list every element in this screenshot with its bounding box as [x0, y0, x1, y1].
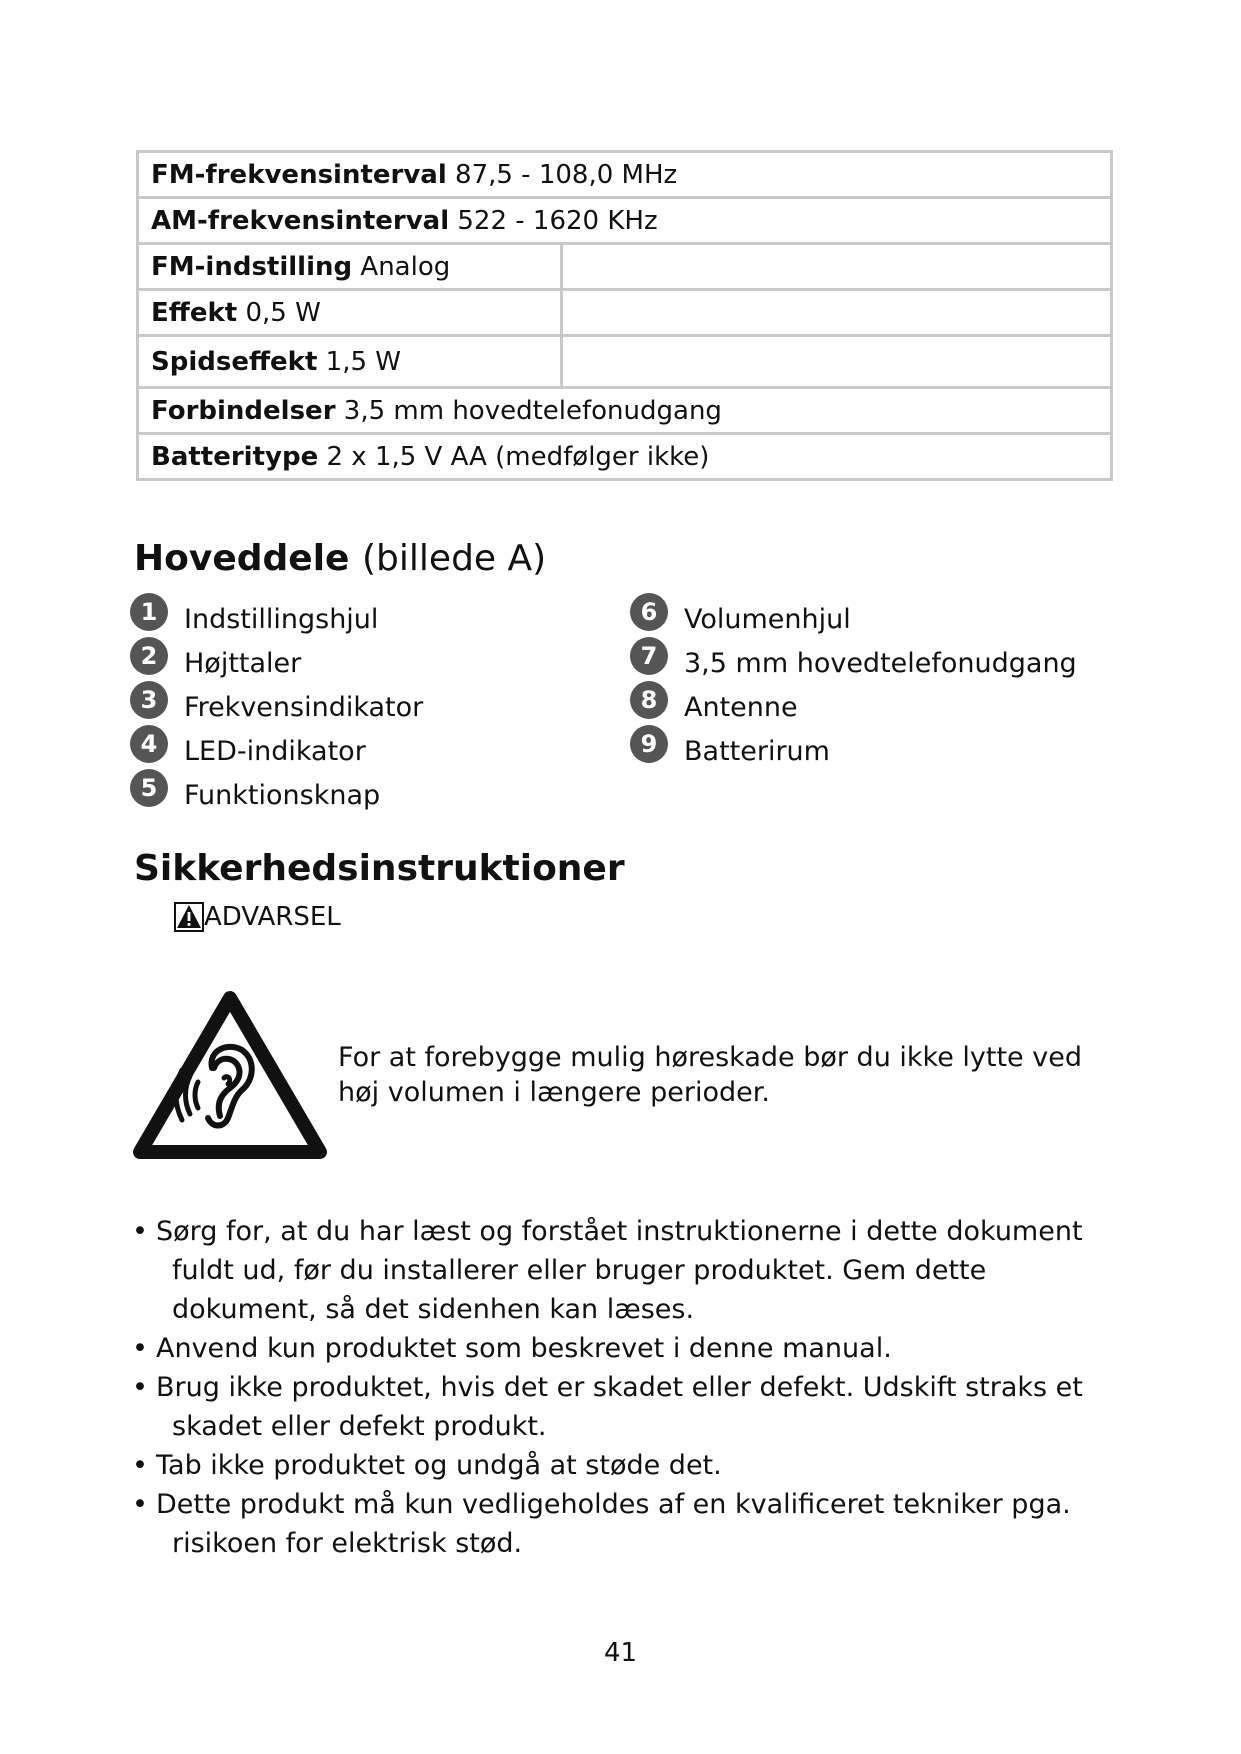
specifications-table [136, 150, 1113, 481]
part-label: Volumenhjul [684, 603, 851, 635]
spec-value: 0,5 W [245, 297, 321, 328]
spec-cell [138, 290, 562, 336]
bullet-text: Brug ikke produktet, hvis det er skadet eller defekt. Udskift straks et skadet eller defekt produkt. [156, 1372, 1083, 1442]
list-item [630, 729, 1077, 773]
number-badge: 5 [130, 769, 168, 807]
part-label: Funktionsknap [184, 779, 381, 811]
spec-value: Analog [360, 251, 451, 282]
safety-heading: Sikkerhedsinstruktioner [134, 848, 625, 889]
warning-label [174, 902, 341, 932]
list-item [130, 597, 423, 641]
table-row [138, 388, 1112, 434]
list-item [132, 1329, 1112, 1368]
spec-cell [138, 152, 1112, 198]
number-badge: 1 [130, 593, 168, 631]
part-label: LED-indikator [184, 735, 366, 767]
table-row [138, 434, 1112, 480]
list-item [630, 685, 1077, 729]
part-label: Antenne [684, 691, 798, 723]
page-number: 41 [603, 1638, 638, 1668]
warning-triangle-icon [174, 902, 204, 932]
part-label: Frekvensindikator [184, 691, 424, 723]
table-row [138, 152, 1112, 198]
empty-cell [561, 244, 1111, 290]
part-label: 3,5 mm hovedtelefonudgang [684, 647, 1077, 679]
number-badge: 6 [630, 593, 668, 631]
part-label: Indstillingshjul [184, 603, 379, 635]
main-parts-subtitle: (billede A) [362, 538, 547, 579]
spec-cell [138, 244, 562, 290]
list-item [132, 1368, 1112, 1446]
spec-label: FM-frekvensinterval [151, 159, 447, 190]
list-item [630, 597, 1077, 641]
number-badge: 8 [630, 681, 668, 719]
empty-cell [561, 290, 1111, 336]
bullet-icon: • [132, 1372, 148, 1403]
bullet-text: Tab ikke produktet og undgå at støde det. [156, 1450, 722, 1481]
spec-cell [138, 198, 1112, 244]
bullet-text: Dette produkt må kun vedligeholdes af en kvalificeret tekniker pga. risikoen for elektrisk stød. [156, 1489, 1071, 1559]
spec-label: Forbindelser [151, 395, 336, 426]
list-item [132, 1446, 1112, 1485]
list-item [130, 729, 423, 773]
safety-bullet-list [132, 1212, 1112, 1563]
table-row [138, 198, 1112, 244]
bullet-text: Sørg for, at du har læst og forstået instruktionerne i dette dokument fuldt ud, før du installerer eller bruger produktet. Gem dette dokument, så det sidenhen kan læses. [156, 1216, 1083, 1325]
empty-cell [561, 336, 1111, 388]
table-row [138, 244, 1112, 290]
warning-label-text: ADVARSEL [204, 902, 341, 932]
parts-list-right [630, 597, 1077, 773]
spec-cell [138, 336, 562, 388]
hearing-damage-warning-icon [132, 990, 328, 1162]
number-badge: 7 [630, 637, 668, 675]
main-parts-heading [134, 538, 546, 579]
number-badge: 4 [130, 725, 168, 763]
spec-value: 522 - 1620 KHz [457, 205, 658, 236]
part-label: Batterirum [684, 735, 830, 767]
number-badge: 9 [630, 725, 668, 763]
bullet-text: Anvend kun produktet som beskrevet i denne manual. [156, 1333, 892, 1364]
bullet-icon: • [132, 1333, 148, 1364]
spec-value: 3,5 mm hovedtelefonudgang [343, 395, 722, 426]
spec-value: 2 x 1,5 V AA (medfølger ikke) [326, 441, 710, 472]
spec-label: Spidseffekt [151, 346, 318, 377]
list-item [130, 685, 423, 729]
list-item [132, 1212, 1112, 1329]
spec-value: 87,5 - 108,0 MHz [455, 159, 678, 190]
bullet-icon: • [132, 1450, 148, 1481]
spec-cell [138, 388, 1112, 434]
bullet-icon: • [132, 1216, 148, 1247]
spec-label: AM-frekvensinterval [151, 205, 450, 236]
spec-cell [138, 434, 1112, 480]
bullet-icon: • [132, 1489, 148, 1520]
table-row [138, 290, 1112, 336]
number-badge: 2 [130, 637, 168, 675]
number-badge: 3 [130, 681, 168, 719]
spec-label: FM-indstilling [151, 251, 353, 282]
part-label: Højttaler [184, 647, 302, 679]
list-item [132, 1485, 1112, 1563]
table-row [138, 336, 1112, 388]
spec-label: Batteritype [151, 441, 319, 472]
warning-text: For at forebygge mulig høreskade bør du ikke lytte ved høj volumen i længere perioder. [338, 1042, 1082, 1108]
spec-label: Effekt [151, 297, 238, 328]
main-parts-title: Hoveddele [134, 538, 350, 579]
list-item [130, 641, 423, 685]
list-item [130, 773, 423, 817]
list-item [630, 641, 1077, 685]
spec-value: 1,5 W [325, 346, 401, 377]
parts-list-left [130, 597, 423, 817]
